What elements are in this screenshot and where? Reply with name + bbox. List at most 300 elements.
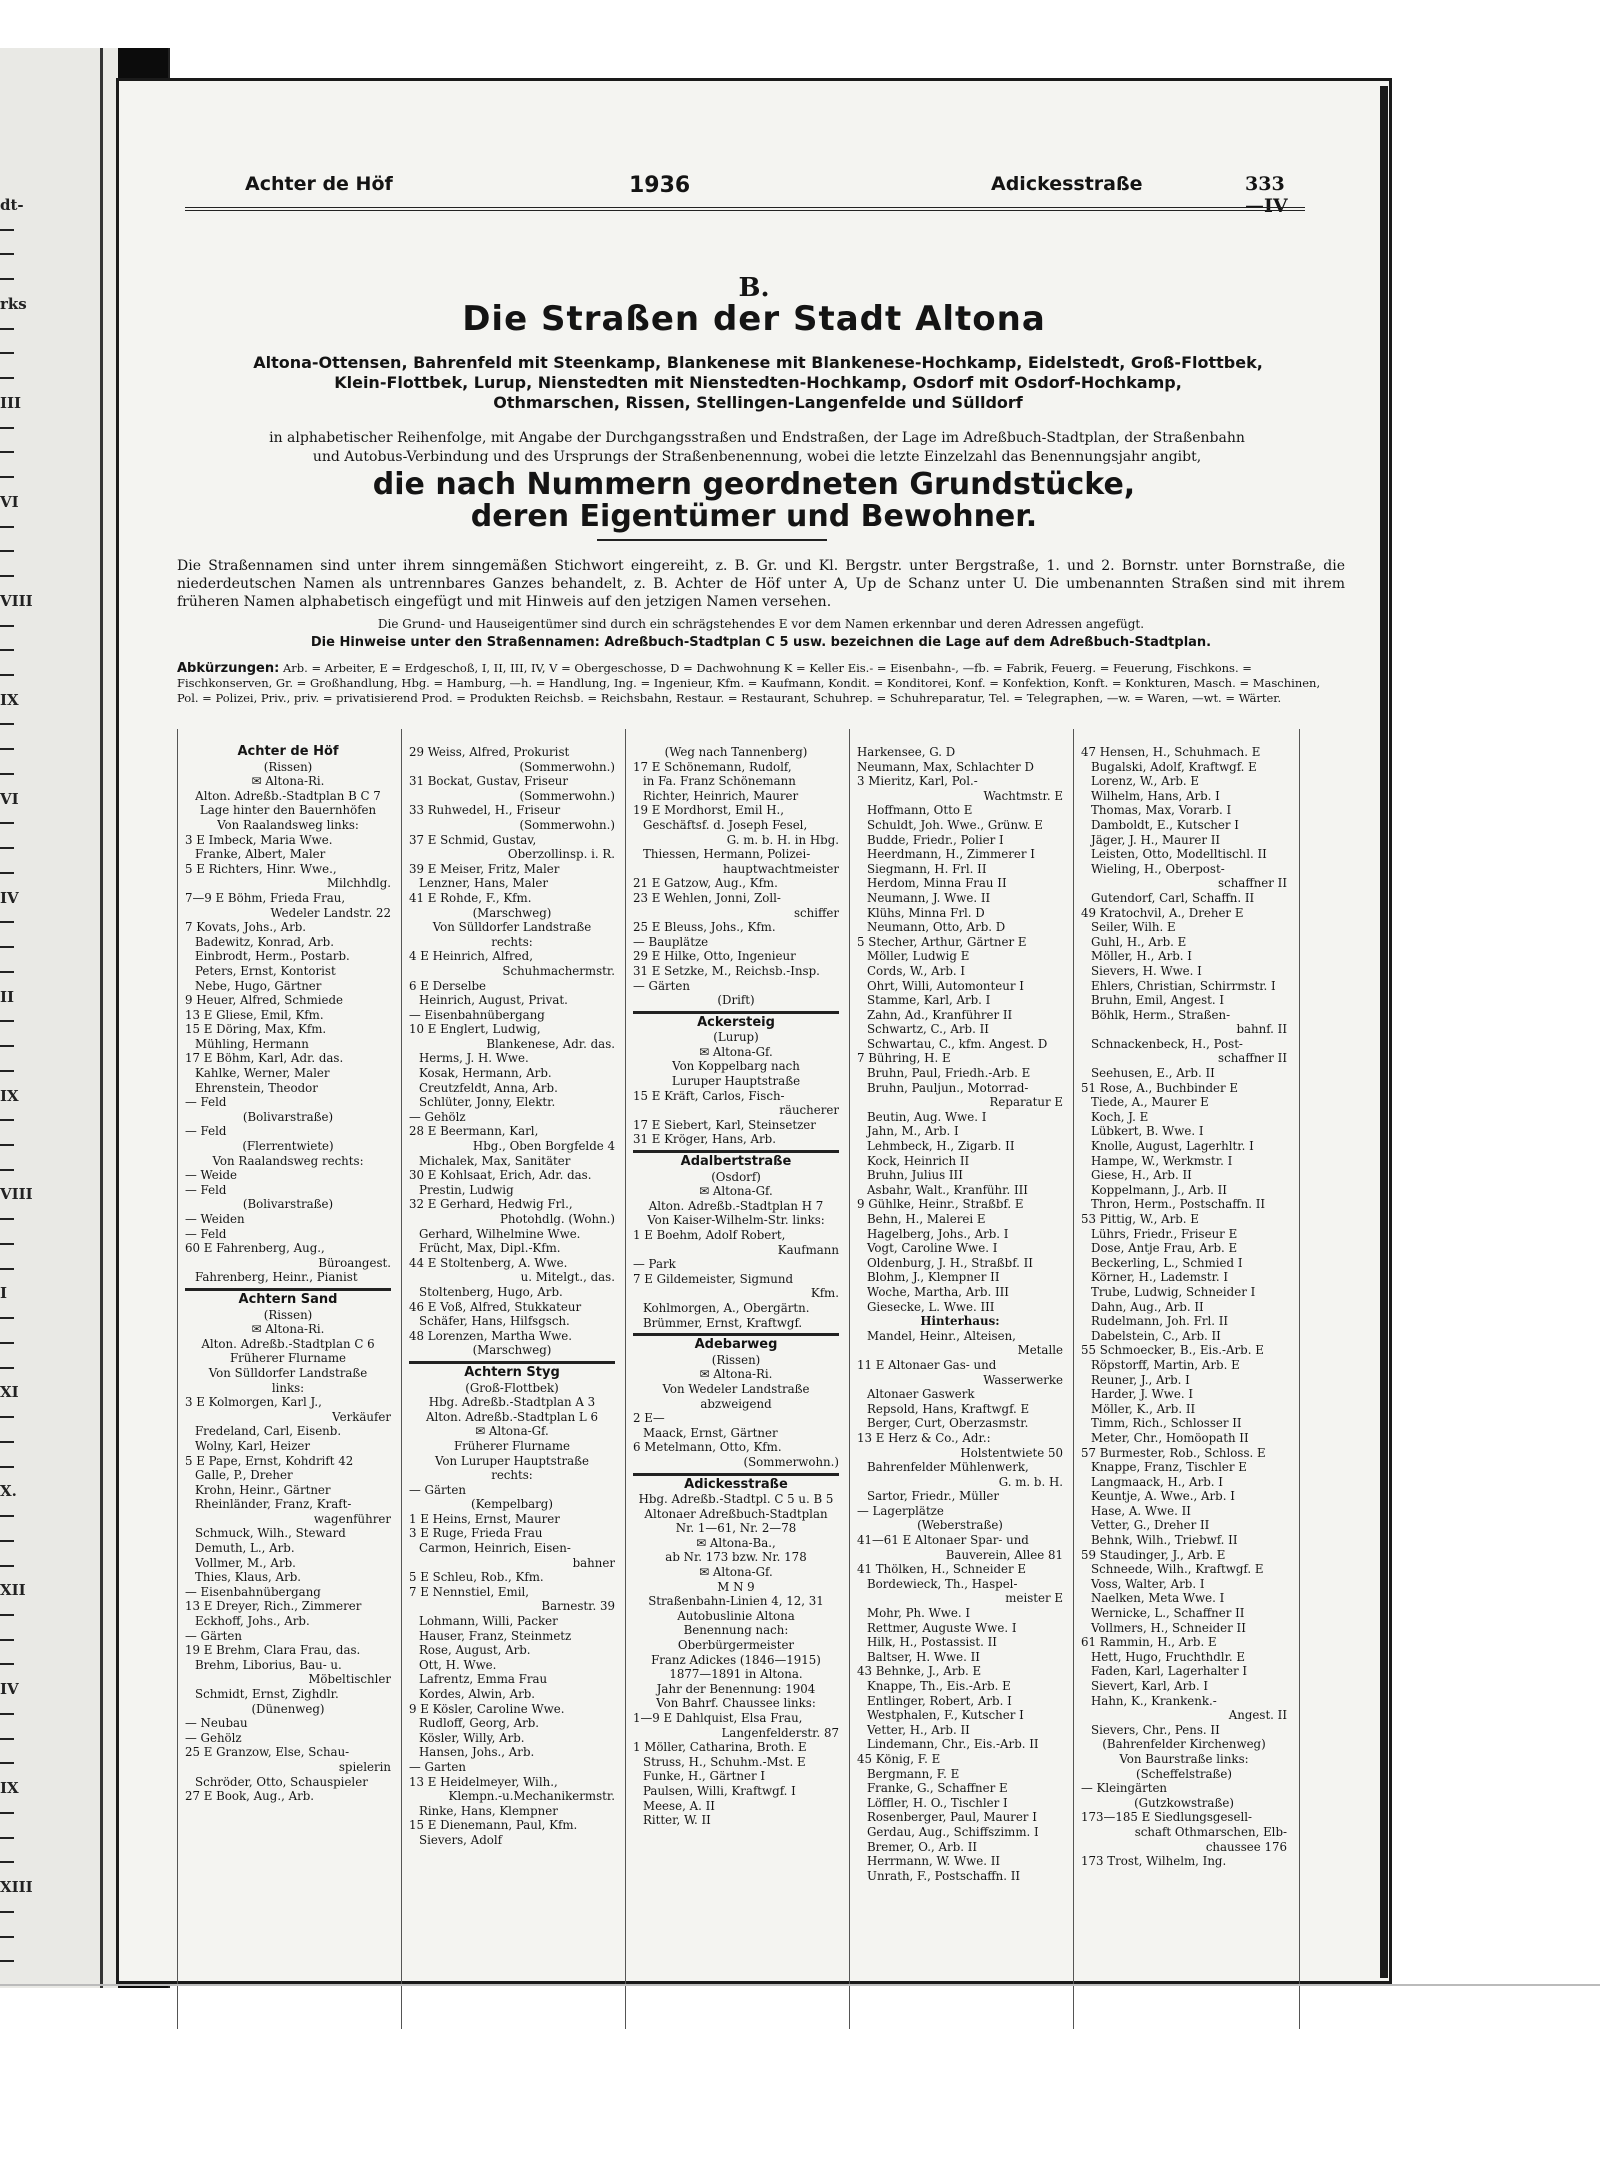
directory-entry: Lafrentz, Emma Frau [419, 1672, 548, 1687]
street-heading: Achtern Styg [409, 1361, 615, 1381]
directory-entry: Galle, P., Dreher [195, 1468, 293, 1483]
directory-column-5 [1081, 745, 1287, 2045]
directory-entry: (Sommerwohn.) [519, 788, 615, 803]
directory-entry: — Gärten [633, 978, 690, 993]
directory-entry: 57 Burmester, Rob., Schloss. E [1081, 1445, 1266, 1460]
directory-entry: Ott, H. Wwe. [419, 1657, 497, 1672]
directory-entry: 13 E Herz & Co., Adr.: [857, 1430, 991, 1445]
directory-entry: 19 E Mordhorst, Emil H., [633, 803, 785, 818]
directory-entry: Nr. 1—61, Nr. 2—78 [675, 1521, 797, 1536]
column-rule [849, 729, 850, 2029]
directory-entry: Franke, G., Schaffner E [867, 1781, 1008, 1796]
directory-entry: 7 E Gildemeister, Sigmund [633, 1271, 794, 1286]
directory-entry: Eckhoff, Johs., Arb. [195, 1614, 310, 1629]
directory-entry: Guhl, H., Arb. E [1091, 934, 1187, 949]
directory-entry: ✉ Altona-Gf. [699, 1184, 773, 1199]
directory-entry: — Weiden [185, 1212, 245, 1226]
directory-entry: Wilhelm, Hans, Arb. I [1091, 788, 1220, 803]
directory-entry: Oberzollinsp. i. R. [507, 847, 615, 862]
directory-entry: Benennung nach: [683, 1623, 789, 1638]
left-page-dash [0, 1515, 14, 1517]
directory-entry: — Feld [185, 1124, 227, 1139]
directory-entry: Creutzfeldt, Anna, Arb. [419, 1080, 558, 1095]
directory-entry: schaffner II [1218, 1051, 1287, 1066]
directory-entry: Möbeltischler [308, 1672, 391, 1687]
left-page-fragment: IX [0, 1779, 19, 1798]
directory-entry: Lage hinter den Bauernhöfen [199, 803, 377, 818]
directory-entry: Hilk, H., Postassist. II [867, 1635, 997, 1650]
directory-entry: — Gehölz [185, 1730, 242, 1745]
left-page-fragment: IX [0, 1086, 19, 1105]
directory-entry: wagenführer [313, 1511, 391, 1526]
directory-entry: 31 Bockat, Gustav, Friseur [409, 774, 569, 789]
directory-entry: Rose, August, Arb. [419, 1643, 531, 1658]
directory-entry: Reuner, J., Arb. I [1091, 1372, 1190, 1387]
directory-entry: Angest. II [1228, 1708, 1287, 1723]
directory-entry: — Feld [185, 1095, 227, 1110]
left-page-dash [0, 352, 14, 354]
directory-entry: Neumann, Otto, Arb. D [867, 920, 1006, 935]
directory-entry: Blohm, J., Klempner II [867, 1270, 1000, 1285]
directory-entry: Maack, Ernst, Gärtner [643, 1425, 778, 1440]
directory-entry: Rudelmann, Joh. Frl. II [1091, 1314, 1229, 1329]
directory-entry: 45 König, F. E [857, 1751, 941, 1766]
directory-entry: Schmuck, Wilh., Steward [195, 1526, 346, 1541]
directory-entry: Lohmann, Willi, Packer [419, 1614, 558, 1629]
left-page-dash [0, 1639, 14, 1641]
directory-entry: hauptwachtmeister [723, 861, 839, 876]
directory-entry: Funke, H., Gärtner I [643, 1769, 766, 1784]
abbreviations-label: Abkürzungen: [177, 661, 280, 676]
left-page-dash [0, 921, 14, 923]
directory-entry: 17 E Siebert, Karl, Steinsetzer [633, 1117, 816, 1132]
directory-entry: Bruhn, Pauljun., Motorrad- [867, 1080, 1029, 1095]
directory-entry: 9 Heuer, Alfred, Schmiede [185, 993, 344, 1008]
directory-entry: 51 Rose, A., Buchbinder E [1081, 1080, 1238, 1095]
directory-entry: (Dünenweg) [251, 1701, 325, 1716]
directory-entry: 3 E Ruge, Frieda Frau [409, 1526, 543, 1541]
directory-entry: 4 E Heinrich, Alfred, [409, 949, 533, 964]
directory-entry: Asbahr, Walt., Kranführ. III [867, 1182, 1028, 1197]
directory-entry: Siegmann, H. Frl. II [867, 861, 987, 876]
directory-entry: 31 E Kröger, Hans, Arb. [633, 1132, 776, 1147]
street-heading: Adalbertstraße [633, 1150, 839, 1170]
directory-entry: Voss, Walter, Arb. I [1091, 1576, 1205, 1591]
directory-entry: 23 E Wehlen, Jonni, Zoll- [633, 890, 781, 905]
section-title: Die Straßen der Stadt Altona [462, 299, 1046, 339]
directory-entry: Prestin, Ludwig [419, 1182, 514, 1197]
big-heading-line: deren Eigentümer und Bewohner. [470, 499, 1038, 534]
directory-entry: Schwartau, C., kfm. Angest. D [867, 1036, 1048, 1051]
directory-entry: meister E [1005, 1591, 1063, 1606]
directory-entry: 61 Rammin, H., Arb. E [1081, 1635, 1217, 1650]
directory-entry: — Eisenbahnübergang [185, 1584, 321, 1599]
column-rule [401, 729, 402, 2029]
directory-entry: 3 E Kolmorgen, Karl J., [185, 1395, 322, 1410]
directory-entry: — Bauplätze [633, 934, 709, 949]
directory-entry: Kaufmann [777, 1242, 839, 1257]
directory-entry: (Bolivarstraße) [242, 1197, 334, 1212]
directory-entry: Ehlers, Christian, Schirrmstr. I [1091, 978, 1276, 993]
left-page-dash [0, 278, 14, 280]
directory-entry: Hase, A. Wwe. II [1091, 1503, 1191, 1518]
column-rule [625, 729, 626, 2029]
left-page-dash [0, 1169, 14, 1171]
directory-entry: ab Nr. 173 bzw. Nr. 178 [665, 1550, 807, 1565]
left-page-dash [0, 1565, 14, 1567]
directory-entry: 173—185 E Siedlungsgesell- [1081, 1810, 1253, 1825]
directory-entry: 9 E Kösler, Caroline Wwe. [409, 1701, 565, 1716]
left-page-fragment: XI [0, 1383, 19, 1402]
directory-entry: Schäfer, Hans, Hilfsgsch. [419, 1314, 570, 1329]
district-line: Othmarschen, Rissen, Stellingen-Langenfelde und Sülldorf [493, 393, 1023, 412]
directory-entry: Ohrt, Willi, Automonteur I [867, 978, 1024, 993]
directory-entry: Möller, Ludwig E [867, 949, 970, 964]
directory-entry: Von Wedeler Landstraße [662, 1381, 810, 1396]
owner-note: Die Grund- und Hauseigentümer sind durch ein schrägstehendes E vor dem Namen erkennbar und deren Adressen angefügt. [377, 617, 1145, 631]
directory-entry: Vetter, G., Dreher II [1091, 1518, 1210, 1533]
street-heading: Achtern Sand [185, 1288, 391, 1308]
left-page-dash [0, 872, 14, 874]
directory-entry: ✉ Altona-Ri. [699, 1367, 773, 1382]
directory-entry: Bruhn, Julius III [867, 1168, 963, 1183]
directory-entry: 6 Metelmann, Otto, Kfm. [633, 1440, 782, 1455]
directory-entry: 13 E Gliese, Emil, Kfm. [185, 1007, 324, 1022]
left-page-dash [0, 971, 14, 973]
directory-entry: 5 E Pape, Ernst, Kohdrift 42 [185, 1453, 354, 1468]
directory-entry: Einbrodt, Herm., Postarb. [195, 949, 350, 964]
left-page-dash [0, 748, 14, 750]
left-page-dash [0, 1540, 14, 1542]
directory-entry: Rheinländer, Franz, Kraft- [195, 1497, 352, 1512]
left-page-dash [0, 476, 14, 478]
directory-entry: Kock, Heinrich II [867, 1153, 970, 1168]
directory-entry: Stoltenberg, Hugo, Arb. [419, 1284, 563, 1299]
directory-entry: Wolny, Karl, Heizer [195, 1438, 311, 1453]
left-page-fragment: IX [0, 690, 19, 709]
directory-entry: 3 Mieritz, Karl, Pol.- [857, 774, 978, 789]
directory-entry: Wachtmstr. E [983, 788, 1063, 803]
directory-entry: 1 Möller, Catharina, Broth. E [633, 1740, 807, 1755]
directory-entry: Thies, Klaus, Arb. [195, 1570, 302, 1585]
directory-entry: 25 E Granzow, Else, Schau- [185, 1745, 350, 1760]
directory-entry: — Gehölz [409, 1109, 466, 1124]
left-page-fragment: IV [0, 888, 19, 907]
directory-entry: Jahr der Benennung: 1904 [656, 1681, 816, 1696]
directory-entry: Lübkert, B. Wwe. I [1091, 1124, 1204, 1139]
district-line: Klein-Flottbek, Lurup, Nienstedten mit Nienstedten-Hochkamp, Osdorf mit Osdorf-Hochkamp, [334, 373, 1182, 392]
directory-entry: Hahn, K., Krankenk.- [1091, 1693, 1217, 1708]
directory-entry: — Garten [409, 1759, 466, 1774]
directory-entry: Lührs, Friedr., Friseur E [1091, 1226, 1238, 1241]
left-page-fragment: rks [0, 294, 27, 313]
directory-entry: Trube, Ludwig, Schneider I [1091, 1284, 1256, 1299]
left-page-fragment: dt- [0, 196, 24, 214]
header-last-street: Adickesstraße [991, 173, 1143, 195]
directory-entry: 48 Lorenzen, Martha Wwe. [409, 1328, 573, 1343]
directory-entry: 27 E Book, Aug., Arb. [185, 1789, 315, 1804]
directory-entry: Dahn, Aug., Arb. II [1091, 1299, 1204, 1314]
directory-entry: Körner, H., Lademstr. I [1091, 1270, 1229, 1285]
directory-entry: 7 Bühring, H. E [857, 1051, 951, 1066]
directory-entry: (Bahrenfelder Kirchenweg) [1102, 1737, 1266, 1752]
directory-entry: 5 E Richters, Hinr. Wwe., [185, 861, 337, 876]
left-page-dash [0, 1614, 14, 1616]
directory-entry: Seiler, Wilh. E [1091, 920, 1176, 935]
directory-entry: (Groß-Flottbek) [465, 1380, 559, 1395]
directory-entry: Hinterhaus: [920, 1314, 1000, 1329]
directory-entry: Nebe, Hugo, Gärtner [195, 978, 322, 993]
left-page-dash [0, 427, 14, 429]
directory-entry: Photohdlg. (Wohn.) [499, 1212, 615, 1226]
directory-entry: 10 E Englert, Ludwig, [409, 1022, 541, 1037]
directory-entry: M N 9 [717, 1579, 755, 1594]
directory-entry: (Gutzkowstraße) [1134, 1795, 1234, 1810]
directory-entry: — Feld [185, 1182, 227, 1197]
directory-entry: 49 Kratochvil, A., Dreher E [1081, 905, 1244, 920]
directory-entry: — Weide [185, 1168, 237, 1183]
directory-entry: bahnf. II [1236, 1022, 1287, 1037]
header-rule [185, 207, 1305, 211]
header-page-number: 333—IV [1245, 173, 1288, 217]
directory-entry: Alton. Adreßb.-Stadtplan C 6 [201, 1336, 375, 1351]
directory-entry: Klempn.-u.Mechanikermstr. [448, 1789, 615, 1804]
left-page-dash [0, 1218, 14, 1220]
left-page-dash [0, 1119, 14, 1121]
directory-entry: Knolle, August, Lagerhltr. I [1091, 1139, 1254, 1154]
directory-entry: 43 Behnke, J., Arb. E [857, 1664, 982, 1679]
usage-notes: Die Straßennamen sind unter ihrem sinngemäßen Stichwort eingereiht, z. B. Gr. und Kl. Bergstr. unter Bergstraße, 1. und 2. Bornstr. unter Bornstraße, die niederdeutschen Namen als untrennbares Ganzes behandelt, z. B. Achter de Höf unter A, Up de Schanz unter U. Die umbenannten Straßen sind mit ihrem früheren Namen alphabetisch eingefügt und mit Hinweis auf den jetzigen Namen versehen. [177, 558, 1345, 610]
directory-entry: Hbg. Adreßb.-Stadtplan A 3 [428, 1395, 596, 1410]
directory-entry: — Kleingärten [1081, 1781, 1168, 1796]
directory-entry: Woche, Martha, Arb. III [867, 1284, 1009, 1299]
directory-entry: Ritter, W. II [643, 1813, 711, 1828]
directory-entry: Kösler, Willy, Arb. [419, 1730, 525, 1745]
left-page-fragment: VIII [0, 1185, 33, 1204]
heading-underline [597, 539, 827, 541]
big-heading [119, 469, 1389, 533]
directory-entry: Geschäftsf. d. Joseph Fesel, [643, 817, 808, 832]
left-page-dash [0, 328, 14, 330]
directory-entry: 15 E Dienemann, Paul, Kfm. [409, 1818, 578, 1833]
left-page-dash [0, 451, 14, 453]
directory-entry: (Sommerwohn.) [519, 817, 615, 832]
directory-entry: 2 E— [633, 1411, 665, 1426]
directory-entry: Thron, Herm., Postschaffn. II [1091, 1197, 1266, 1212]
directory-entry: Hbg. Adreßb.-Stadtpl. C 5 u. B 5 [638, 1492, 834, 1507]
directory-entry: Früherer Flurname [453, 1438, 570, 1453]
district-list [163, 353, 1353, 413]
directory-entry: Giesecke, L. Wwe. III [867, 1299, 995, 1314]
directory-entry: Lehmbeck, H., Zigarb. II [867, 1139, 1015, 1154]
directory-entry: Repsold, Hans, Kraftwgf. E [867, 1401, 1030, 1416]
directory-entry: Gerhard, Wilhelmine Wwe. [419, 1226, 581, 1241]
directory-entry: Verkäufer [332, 1409, 391, 1424]
directory-entry: (Rissen) [711, 1352, 761, 1367]
left-page-dash [0, 847, 14, 849]
directory-entry: Ehrenstein, Theodor [195, 1080, 318, 1095]
directory-entry: 6 E Derselbe [409, 978, 487, 993]
directory-entry: Hansen, Johs., Arb. [419, 1745, 535, 1760]
directory-entry: (Osdorf) [711, 1169, 761, 1184]
directory-entry: Rettmer, Auguste Wwe. I [867, 1620, 1017, 1635]
left-page-fragment: X. [0, 1482, 17, 1501]
directory-entry: 41 Thölken, H., Schneider E [857, 1562, 1027, 1577]
directory-entry: Gerdau, Aug., Schiffszimm. I [867, 1824, 1039, 1839]
directory-entry: Alton. Adreßb.-Stadtplan B C 7 [195, 788, 381, 803]
directory-entry: 29 Weiss, Alfred, Prokurist [409, 745, 570, 759]
directory-entry: Wieling, H., Oberpost- [1091, 861, 1225, 876]
directory-entry: 15 E Döring, Max, Kfm. [185, 1022, 327, 1037]
directory-entry: Sievers, Adolf [419, 1832, 502, 1847]
directory-entry: (Kempelbarg) [471, 1497, 553, 1512]
directory-entry: Straßenbahn-Linien 4, 12, 31 [648, 1594, 824, 1609]
left-page-dash [0, 1020, 14, 1022]
directory-entry: Heerdmann, H., Zimmerer I [867, 847, 1035, 862]
directory-entry: 5 E Schleu, Rob., Kfm. [409, 1570, 544, 1585]
directory-entry: Michalek, Max, Sanitäter [419, 1153, 571, 1168]
header-year: 1936 [629, 173, 691, 198]
directory-entry: ✉ Altona-Gf. [699, 1044, 773, 1059]
directory-entry: Holstentwiete 50 [960, 1445, 1063, 1460]
directory-entry: — Feld [185, 1226, 227, 1241]
directory-column-1 [185, 745, 391, 2045]
street-heading: Adebarweg [633, 1333, 839, 1353]
description-line: und Autobus-Verbindung und des Ursprungs der Straßenbenennung, wobei die letzte Einzelzahl das Benennungsjahr angibt, [312, 449, 1202, 465]
directory-entry: Reparatur E [989, 1095, 1063, 1110]
directory-entry: — Park [633, 1257, 676, 1272]
directory-entry: Bruhn, Paul, Friedh.-Arb. E [867, 1066, 1031, 1081]
directory-entry: 7 Kovats, Johs., Arb. [185, 920, 307, 935]
street-heading: Adickesstraße [633, 1473, 839, 1493]
directory-entry: ✉ Altona-Gf. [699, 1565, 773, 1580]
directory-entry: Von Raalandsweg rechts: [212, 1153, 364, 1168]
directory-entry: Bergmann, F. E [867, 1766, 960, 1781]
left-page-fragment: VI [0, 789, 19, 808]
directory-entry: Von Bahrf. Chaussee links: [656, 1696, 816, 1711]
directory-entry: Giese, H., Arb. II [1091, 1168, 1192, 1183]
directory-entry: schaft Othmarschen, Elb- [1134, 1824, 1287, 1839]
directory-entry: Sartor, Friedr., Müller [867, 1489, 1000, 1504]
section-letter: B. [738, 273, 770, 303]
directory-entry: Bahrenfelder Mühlenwerk, [867, 1460, 1029, 1475]
directory-entry: Meese, A. II [643, 1798, 715, 1813]
directory-entry: Herms, J. H. Wwe. [419, 1051, 529, 1066]
directory-entry: Berger, Curt, Oberzasmstr. [867, 1416, 1029, 1431]
big-heading-line: die nach Nummern geordneten Grundstücke, [372, 467, 1136, 502]
directory-entry: Schuhmachermstr. [502, 963, 615, 978]
directory-entry: Badewitz, Konrad, Arb. [195, 934, 334, 949]
directory-entry: Von Koppelbarg nach [672, 1059, 800, 1074]
directory-entry: (Sommerwohn.) [743, 1454, 839, 1469]
directory-entry: Franke, Albert, Maler [195, 847, 326, 862]
left-page-dash [0, 649, 14, 651]
directory-entry: 1877—1891 in Altona. [669, 1667, 803, 1682]
scan-bottom-edge [0, 1984, 1600, 1986]
directory-entry: Behn, H., Malerei E [867, 1212, 986, 1226]
directory-entry: Faden, Karl, Lagerhalter I [1091, 1664, 1248, 1679]
directory-entry: Bremer, O., Arb. II [867, 1839, 978, 1854]
directory-entry: 11 E Altonaer Gas- und [857, 1357, 997, 1372]
directory-entry: Peters, Ernst, Kontorist [195, 963, 336, 978]
directory-entry: Vogt, Caroline Wwe. I [867, 1241, 998, 1256]
directory-entry: Schneede, Wilh., Kraftwgf. E [1091, 1562, 1264, 1577]
directory-entry: Langenfelderstr. 87 [721, 1725, 839, 1740]
directory-entry: 37 E Schmid, Gustav, [409, 832, 537, 847]
directory-entry: Behnk, Wilh., Triebwf. II [1091, 1533, 1238, 1548]
directory-entry: Büroangest. [318, 1255, 391, 1270]
left-page-dash [0, 1243, 14, 1245]
directory-entry: Oldenburg, J. H., Straßbf. II [867, 1255, 1033, 1270]
left-page-dash [0, 1045, 14, 1047]
directory-entry: (Scheffelstraße) [1136, 1766, 1232, 1781]
directory-entry: Fredeland, Carl, Eisenb. [195, 1424, 342, 1439]
directory-entry: Dabelstein, C., Arb. II [1091, 1328, 1221, 1343]
directory-entry: 13 E Heidelmeyer, Wilh., [409, 1774, 558, 1789]
directory-entry: (Weberstraße) [917, 1518, 1003, 1533]
page-fold-line [100, 48, 103, 1988]
directory-entry: Von Sülldorfer Landstraße [208, 1365, 368, 1380]
directory-entry: Herdom, Minna Frau II [867, 876, 1007, 891]
directory-entry: Sievers, H. Wwe. I [1091, 963, 1202, 978]
directory-entry: Alton. Adreßb.-Stadtplan L 6 [425, 1409, 599, 1424]
directory-entry: Kosak, Hermann, Arb. [419, 1066, 552, 1081]
directory-entry: Vetter, H., Arb. II [867, 1722, 970, 1737]
left-page-dash [0, 1837, 14, 1839]
directory-entry: Autobuslinie Altona [677, 1608, 795, 1623]
directory-entry: Lorenz, W., Arb. E [1091, 774, 1200, 789]
left-page-dash [0, 253, 14, 255]
directory-entry: Von Sülldorfer Landstraße [432, 920, 592, 935]
directory-entry: Milchhdlg. [326, 876, 391, 891]
directory-entry: — Gärten [185, 1628, 242, 1643]
directory-entry: Gutendorf, Carl, Schaffn. II [1091, 890, 1255, 905]
left-page-dash [0, 822, 14, 824]
directory-entry: Naelken, Meta Wwe. I [1091, 1591, 1225, 1606]
directory-entry: — Lagerplätze [857, 1503, 944, 1518]
directory-entry: Hampe, W., Werkmstr. I [1091, 1153, 1233, 1168]
left-page-dash [0, 1317, 14, 1319]
header-first-street: Achter de Höf [245, 173, 393, 195]
left-page-dash [0, 1738, 14, 1740]
directory-entry: Mühling, Hermann [195, 1036, 309, 1051]
directory-entry: Koppelmann, J., Arb. II [1091, 1182, 1227, 1197]
directory-entry: Möller, H., Arb. I [1091, 949, 1192, 964]
street-heading: Ackersteig [633, 1011, 839, 1031]
directory-entry: Kordes, Alwin, Arb. [419, 1687, 536, 1701]
directory-entry: Dose, Antje Frau, Arb. E [1091, 1241, 1238, 1256]
left-page-dash [0, 575, 14, 577]
left-page-dash [0, 1812, 14, 1814]
directory-entry: 21 E Gatzow, Aug., Kfm. [633, 876, 778, 891]
directory-entry: 173 Trost, Wilhelm, Ing. [1081, 1854, 1227, 1869]
directory-entry: chaussee 176 [1205, 1839, 1287, 1854]
directory-entry: Knappe, Franz, Tischler E [1091, 1460, 1247, 1475]
page-edge-shadow [1380, 86, 1388, 1978]
directory-column-2 [409, 745, 615, 2045]
directory-entry: Paulsen, Willi, Kraftwgf. I [643, 1783, 796, 1798]
directory-entry: Beckerling, L., Schmied I [1091, 1255, 1243, 1270]
directory-entry: Von Raalandsweg links: [217, 817, 359, 832]
directory-entry: ✉ Altona-Ba., [696, 1535, 776, 1550]
directory-entry: 59 Staudinger, J., Arb. E [1081, 1547, 1226, 1562]
directory-entry: Rinke, Hans, Klempner [419, 1803, 558, 1818]
column-rule [177, 729, 178, 2029]
directory-entry: ✉ Altona-Ri. [251, 774, 325, 789]
directory-entry: 19 E Brehm, Clara Frau, das. [185, 1643, 361, 1658]
left-page-dash [0, 1861, 14, 1863]
directory-entry: in Fa. Franz Schönemann [643, 774, 796, 789]
